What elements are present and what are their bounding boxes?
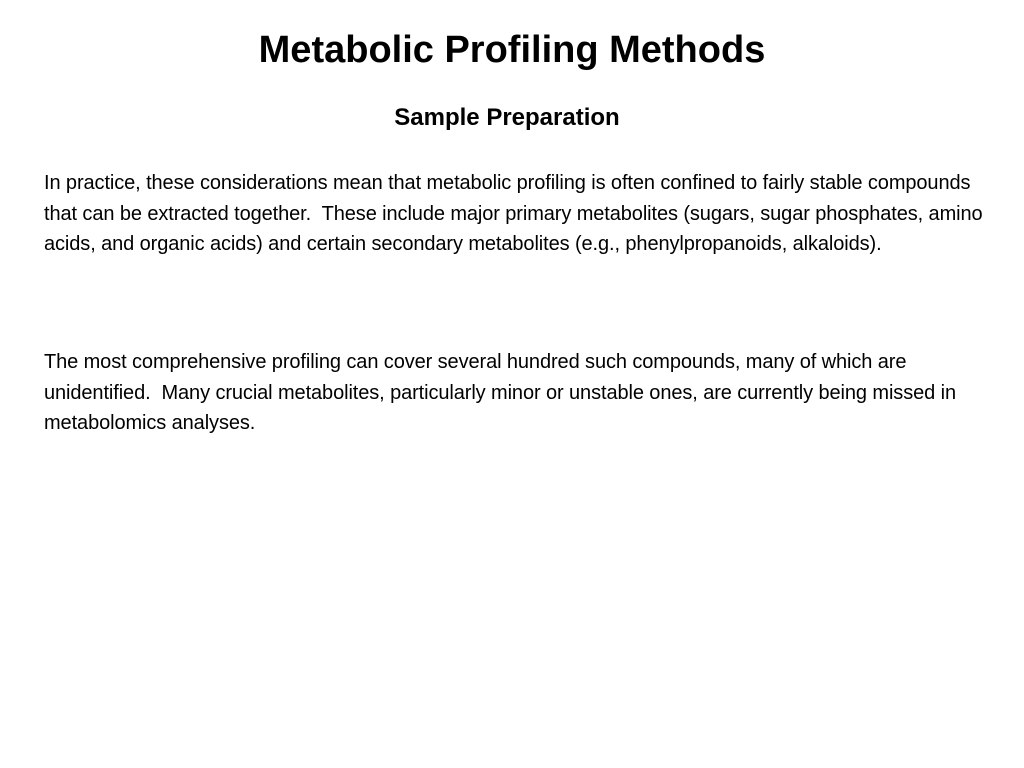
body-paragraph-2: The most comprehensive profiling can cover several hundred such compounds, many of which are unidentified. Many crucial metabolites, particularly minor or unstable ones, are currently being missed in metabolomics analyses. (44, 351, 962, 434)
slide-subtitle: Sample Preparation (394, 104, 620, 131)
body-paragraph-1: In practice, these considerations mean that metabolic profiling is often confined to fairly stable compounds that can be extracted together. These include major primary metabolites (sugars, sugar phosphates, amino acids, and organic acids) and certain secondary metabolites (e.g., phenylpropanoids, alkaloids). (44, 172, 989, 255)
slide-title: Metabolic Profiling Methods (258, 29, 766, 71)
